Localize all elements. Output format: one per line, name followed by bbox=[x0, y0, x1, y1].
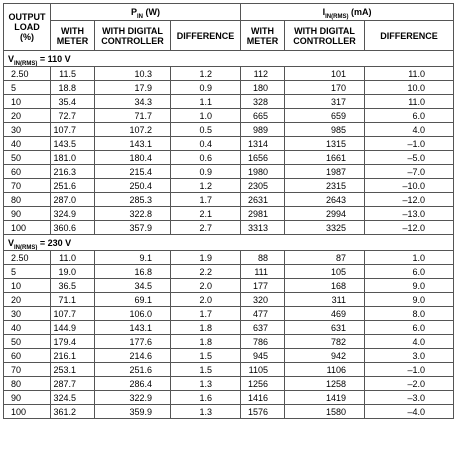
pin-with-controller-line-1: WITH DIGITAL bbox=[102, 25, 163, 36]
table-row bbox=[4, 251, 454, 265]
pin-difference-cell: 0.9 bbox=[171, 165, 241, 179]
pin-with-controller-cell: 9.1 bbox=[95, 251, 171, 265]
iin-difference-cell: 10.0 bbox=[365, 81, 454, 95]
output-load-cell: 30 bbox=[4, 307, 51, 321]
pin-difference-cell: 0.6 bbox=[171, 151, 241, 165]
section-header-row bbox=[4, 51, 454, 67]
iin-difference-cell: 6.0 bbox=[365, 321, 454, 335]
table-row bbox=[4, 405, 454, 419]
iin-with-meter-cell: 1256 bbox=[241, 377, 285, 391]
table-row bbox=[4, 165, 454, 179]
iin-with-controller-line-1: WITH DIGITAL bbox=[294, 25, 355, 36]
pin-with-meter-cell: 287.0 bbox=[51, 193, 95, 207]
pin-with-controller-cell: 322.9 bbox=[95, 391, 171, 405]
iin-with-controller-cell: 942 bbox=[285, 349, 365, 363]
iin-with-meter-cell: 1656 bbox=[241, 151, 285, 165]
iin-difference-cell: –2.0 bbox=[365, 377, 454, 391]
iin-with-controller-cell: 1987 bbox=[285, 165, 365, 179]
iin-difference-header: DIFFERENCE bbox=[365, 21, 454, 51]
pin-with-controller-cell: 16.8 bbox=[95, 265, 171, 279]
pin-with-controller-header bbox=[95, 21, 171, 51]
iin-with-controller-cell: 1258 bbox=[285, 377, 365, 391]
iin-difference-cell: –12.0 bbox=[365, 193, 454, 207]
output-load-cell: 70 bbox=[4, 179, 51, 193]
iin-with-meter-cell: 177 bbox=[241, 279, 285, 293]
pin-with-controller-cell: 286.4 bbox=[95, 377, 171, 391]
pin-with-meter-cell: 107.7 bbox=[51, 123, 95, 137]
pin-difference-cell: 1.3 bbox=[171, 405, 241, 419]
output-load-cell: 20 bbox=[4, 109, 51, 123]
iin-with-meter-cell: 3313 bbox=[241, 221, 285, 235]
iin-with-meter-cell: 2631 bbox=[241, 193, 285, 207]
pin-difference-cell: 1.5 bbox=[171, 363, 241, 377]
pin-difference-cell: 0.5 bbox=[171, 123, 241, 137]
iin-with-meter-cell: 111 bbox=[241, 265, 285, 279]
pin-with-controller-cell: 285.3 bbox=[95, 193, 171, 207]
pin-with-controller-cell: 180.4 bbox=[95, 151, 171, 165]
iin-difference-cell: –7.0 bbox=[365, 165, 454, 179]
pin-with-meter-line-1: WITH bbox=[61, 25, 84, 36]
iin-difference-cell: 9.0 bbox=[365, 293, 454, 307]
section-header-row bbox=[4, 235, 454, 251]
output-load-cell: 60 bbox=[4, 349, 51, 363]
pin-with-controller-cell: 214.6 bbox=[95, 349, 171, 363]
pin-with-meter-cell: 107.7 bbox=[51, 307, 95, 321]
table-row bbox=[4, 363, 454, 377]
iin-difference-cell: 4.0 bbox=[365, 123, 454, 137]
iin-with-meter-cell: 945 bbox=[241, 349, 285, 363]
iin-with-controller-header bbox=[285, 21, 365, 51]
pin-difference-cell: 0.4 bbox=[171, 137, 241, 151]
table-row bbox=[4, 207, 454, 221]
pin-with-meter-cell: 72.7 bbox=[51, 109, 95, 123]
section-label bbox=[4, 235, 454, 251]
pin-difference-cell: 1.0 bbox=[171, 109, 241, 123]
pin-with-meter-cell: 18.8 bbox=[51, 81, 95, 95]
iin-with-meter-cell: 1105 bbox=[241, 363, 285, 377]
output-load-cell: 2.50 bbox=[4, 251, 51, 265]
iin-with-controller-cell: 1580 bbox=[285, 405, 365, 419]
section-label-symbol: V bbox=[8, 53, 15, 64]
pin-with-controller-cell: 143.1 bbox=[95, 137, 171, 151]
iin-with-meter-cell: 1314 bbox=[241, 137, 285, 151]
table-row bbox=[4, 137, 454, 151]
iin-difference-cell: –10.0 bbox=[365, 179, 454, 193]
pin-with-meter-cell: 11.0 bbox=[51, 251, 95, 265]
table-row bbox=[4, 307, 454, 321]
measurement-table-container bbox=[3, 3, 454, 419]
iin-with-meter-cell: 112 bbox=[241, 67, 285, 81]
table-header bbox=[4, 4, 454, 51]
output-load-cell: 40 bbox=[4, 137, 51, 151]
pin-with-meter-cell: 36.5 bbox=[51, 279, 95, 293]
output-load-cell: 10 bbox=[4, 279, 51, 293]
pin-with-controller-cell: 177.6 bbox=[95, 335, 171, 349]
output-load-cell: 90 bbox=[4, 207, 51, 221]
pin-with-meter-cell: 253.1 bbox=[51, 363, 95, 377]
iin-with-meter-cell: 180 bbox=[241, 81, 285, 95]
table-row bbox=[4, 67, 454, 81]
iin-with-controller-cell: 2994 bbox=[285, 207, 365, 221]
section-label-subscript: IN(RMS) bbox=[14, 244, 38, 251]
table-body bbox=[4, 51, 454, 419]
input-power-group-header bbox=[51, 4, 241, 21]
input-current-group-header bbox=[241, 4, 454, 21]
iin-with-controller-cell: 631 bbox=[285, 321, 365, 335]
section-label-symbol: V bbox=[8, 237, 15, 248]
pin-with-meter-header bbox=[51, 21, 95, 51]
pin-with-controller-cell: 357.9 bbox=[95, 221, 171, 235]
iin-difference-cell: 1.0 bbox=[365, 251, 454, 265]
iin-difference-cell: 9.0 bbox=[365, 279, 454, 293]
output-load-cell: 70 bbox=[4, 363, 51, 377]
pin-difference-cell: 2.0 bbox=[171, 293, 241, 307]
iin-with-controller-cell: 87 bbox=[285, 251, 365, 265]
output-load-header-line-3: (%) bbox=[20, 32, 34, 42]
output-load-cell: 50 bbox=[4, 151, 51, 165]
iin-with-controller-cell: 1315 bbox=[285, 137, 365, 151]
table-row bbox=[4, 109, 454, 123]
output-load-cell: 80 bbox=[4, 193, 51, 207]
pin-with-meter-cell: 287.7 bbox=[51, 377, 95, 391]
pin-difference-cell: 1.2 bbox=[171, 179, 241, 193]
output-load-cell: 30 bbox=[4, 123, 51, 137]
pin-with-controller-line-2: CONTROLLER bbox=[101, 35, 164, 46]
input-power-unit: (W) bbox=[143, 7, 161, 17]
iin-with-controller-cell: 1419 bbox=[285, 391, 365, 405]
iin-with-meter-line-2: METER bbox=[246, 35, 279, 46]
pin-with-meter-cell: 144.9 bbox=[51, 321, 95, 335]
iin-with-controller-cell: 2643 bbox=[285, 193, 365, 207]
iin-with-controller-cell: 3325 bbox=[285, 221, 365, 235]
pin-with-controller-cell: 143.1 bbox=[95, 321, 171, 335]
input-current-symbol: I bbox=[322, 7, 326, 17]
table-row bbox=[4, 95, 454, 109]
pin-difference-cell: 1.7 bbox=[171, 193, 241, 207]
pin-difference-header: DIFFERENCE bbox=[171, 21, 241, 51]
input-power-subscript: IN bbox=[137, 13, 144, 20]
power-input-comparison-table bbox=[3, 3, 454, 419]
output-load-cell: 5 bbox=[4, 265, 51, 279]
pin-difference-cell: 1.9 bbox=[171, 251, 241, 265]
iin-difference-cell: 11.0 bbox=[365, 95, 454, 109]
input-current-unit: (mA) bbox=[348, 7, 372, 17]
iin-with-meter-cell: 665 bbox=[241, 109, 285, 123]
pin-with-meter-cell: 324.9 bbox=[51, 207, 95, 221]
pin-with-meter-cell: 143.5 bbox=[51, 137, 95, 151]
pin-with-meter-cell: 181.0 bbox=[51, 151, 95, 165]
pin-with-controller-cell: 71.7 bbox=[95, 109, 171, 123]
pin-difference-cell: 1.6 bbox=[171, 391, 241, 405]
output-load-cell: 5 bbox=[4, 81, 51, 95]
pin-difference-cell: 1.3 bbox=[171, 377, 241, 391]
output-load-cell: 90 bbox=[4, 391, 51, 405]
input-current-subscript: IN(RMS) bbox=[325, 13, 349, 20]
table-row bbox=[4, 179, 454, 193]
output-load-cell: 50 bbox=[4, 335, 51, 349]
pin-with-controller-cell: 107.2 bbox=[95, 123, 171, 137]
iin-with-meter-cell: 477 bbox=[241, 307, 285, 321]
pin-with-controller-cell: 322.8 bbox=[95, 207, 171, 221]
iin-difference-cell: 6.0 bbox=[365, 265, 454, 279]
pin-with-meter-cell: 216.1 bbox=[51, 349, 95, 363]
iin-difference-cell: –1.0 bbox=[365, 363, 454, 377]
iin-difference-cell: 8.0 bbox=[365, 307, 454, 321]
output-load-cell: 20 bbox=[4, 293, 51, 307]
table-row bbox=[4, 321, 454, 335]
table-row bbox=[4, 279, 454, 293]
pin-with-controller-cell: 69.1 bbox=[95, 293, 171, 307]
table-row bbox=[4, 391, 454, 405]
pin-with-meter-cell: 216.3 bbox=[51, 165, 95, 179]
pin-with-meter-cell: 11.5 bbox=[51, 67, 95, 81]
output-load-cell: 100 bbox=[4, 405, 51, 419]
table-row bbox=[4, 151, 454, 165]
pin-difference-cell: 2.0 bbox=[171, 279, 241, 293]
section-label-subscript: IN(RMS) bbox=[14, 60, 38, 67]
iin-with-controller-cell: 659 bbox=[285, 109, 365, 123]
pin-difference-cell: 1.1 bbox=[171, 95, 241, 109]
pin-difference-cell: 1.7 bbox=[171, 307, 241, 321]
iin-with-meter-cell: 2981 bbox=[241, 207, 285, 221]
iin-with-meter-cell: 1980 bbox=[241, 165, 285, 179]
section-label-value: = 230 V bbox=[37, 237, 72, 248]
table-row bbox=[4, 349, 454, 363]
iin-difference-cell: –13.0 bbox=[365, 207, 454, 221]
iin-with-meter-cell: 989 bbox=[241, 123, 285, 137]
pin-with-meter-line-2: METER bbox=[56, 35, 89, 46]
iin-with-controller-cell: 985 bbox=[285, 123, 365, 137]
iin-with-controller-cell: 2315 bbox=[285, 179, 365, 193]
iin-difference-cell: 4.0 bbox=[365, 335, 454, 349]
pin-with-controller-cell: 34.5 bbox=[95, 279, 171, 293]
iin-with-meter-cell: 637 bbox=[241, 321, 285, 335]
table-row bbox=[4, 265, 454, 279]
table-row bbox=[4, 81, 454, 95]
output-load-cell: 100 bbox=[4, 221, 51, 235]
iin-with-meter-cell: 1416 bbox=[241, 391, 285, 405]
iin-with-controller-cell: 469 bbox=[285, 307, 365, 321]
table-row bbox=[4, 335, 454, 349]
pin-with-controller-cell: 250.4 bbox=[95, 179, 171, 193]
iin-with-meter-line-1: WITH bbox=[251, 25, 275, 36]
iin-difference-cell: –3.0 bbox=[365, 391, 454, 405]
pin-difference-cell: 2.1 bbox=[171, 207, 241, 221]
section-label bbox=[4, 51, 454, 67]
iin-difference-cell: 3.0 bbox=[365, 349, 454, 363]
output-load-header bbox=[4, 4, 51, 51]
output-load-cell: 2.50 bbox=[4, 67, 51, 81]
table-row bbox=[4, 193, 454, 207]
pin-difference-cell: 1.2 bbox=[171, 67, 241, 81]
pin-with-meter-cell: 360.6 bbox=[51, 221, 95, 235]
pin-with-controller-cell: 34.3 bbox=[95, 95, 171, 109]
iin-difference-cell: –12.0 bbox=[365, 221, 454, 235]
input-power-symbol: P bbox=[131, 7, 138, 17]
output-load-cell: 60 bbox=[4, 165, 51, 179]
pin-difference-cell: 0.9 bbox=[171, 81, 241, 95]
pin-difference-cell: 1.5 bbox=[171, 349, 241, 363]
iin-difference-cell: 11.0 bbox=[365, 67, 454, 81]
pin-with-meter-cell: 324.5 bbox=[51, 391, 95, 405]
iin-difference-cell: 6.0 bbox=[365, 109, 454, 123]
pin-with-controller-cell: 10.3 bbox=[95, 67, 171, 81]
pin-with-meter-cell: 179.4 bbox=[51, 335, 95, 349]
iin-difference-cell: –5.0 bbox=[365, 151, 454, 165]
iin-with-controller-cell: 782 bbox=[285, 335, 365, 349]
table-row bbox=[4, 377, 454, 391]
table-row bbox=[4, 293, 454, 307]
iin-with-controller-cell: 170 bbox=[285, 81, 365, 95]
pin-with-controller-cell: 215.4 bbox=[95, 165, 171, 179]
pin-with-meter-cell: 251.6 bbox=[51, 179, 95, 193]
iin-with-controller-cell: 168 bbox=[285, 279, 365, 293]
iin-with-meter-cell: 88 bbox=[241, 251, 285, 265]
pin-difference-cell: 2.2 bbox=[171, 265, 241, 279]
pin-with-controller-cell: 359.9 bbox=[95, 405, 171, 419]
iin-with-controller-cell: 1661 bbox=[285, 151, 365, 165]
iin-with-controller-cell: 311 bbox=[285, 293, 365, 307]
section-label-value: = 110 V bbox=[37, 53, 71, 64]
iin-difference-cell: –4.0 bbox=[365, 405, 454, 419]
pin-with-controller-cell: 106.0 bbox=[95, 307, 171, 321]
output-load-header-line-1: OUTPUT bbox=[8, 12, 46, 22]
pin-difference-cell: 2.7 bbox=[171, 221, 241, 235]
iin-with-meter-cell: 1576 bbox=[241, 405, 285, 419]
output-load-cell: 80 bbox=[4, 377, 51, 391]
iin-with-meter-cell: 328 bbox=[241, 95, 285, 109]
pin-with-meter-cell: 19.0 bbox=[51, 265, 95, 279]
pin-with-controller-cell: 251.6 bbox=[95, 363, 171, 377]
output-load-cell: 40 bbox=[4, 321, 51, 335]
iin-with-meter-header bbox=[241, 21, 285, 51]
output-load-cell: 10 bbox=[4, 95, 51, 109]
iin-difference-cell: –1.0 bbox=[365, 137, 454, 151]
iin-with-controller-cell: 101 bbox=[285, 67, 365, 81]
table-row bbox=[4, 123, 454, 137]
pin-with-meter-cell: 361.2 bbox=[51, 405, 95, 419]
table-row bbox=[4, 221, 454, 235]
iin-with-controller-cell: 317 bbox=[285, 95, 365, 109]
iin-with-meter-cell: 786 bbox=[241, 335, 285, 349]
pin-with-controller-cell: 17.9 bbox=[95, 81, 171, 95]
iin-with-controller-cell: 1106 bbox=[285, 363, 365, 377]
pin-with-meter-cell: 71.1 bbox=[51, 293, 95, 307]
pin-difference-cell: 1.8 bbox=[171, 335, 241, 349]
pin-difference-cell: 1.8 bbox=[171, 321, 241, 335]
iin-with-meter-cell: 2305 bbox=[241, 179, 285, 193]
iin-with-controller-cell: 105 bbox=[285, 265, 365, 279]
iin-with-meter-cell: 320 bbox=[241, 293, 285, 307]
pin-with-meter-cell: 35.4 bbox=[51, 95, 95, 109]
iin-with-controller-line-2: CONTROLLER bbox=[293, 35, 356, 46]
output-load-header-line-2: LOAD bbox=[14, 22, 40, 32]
